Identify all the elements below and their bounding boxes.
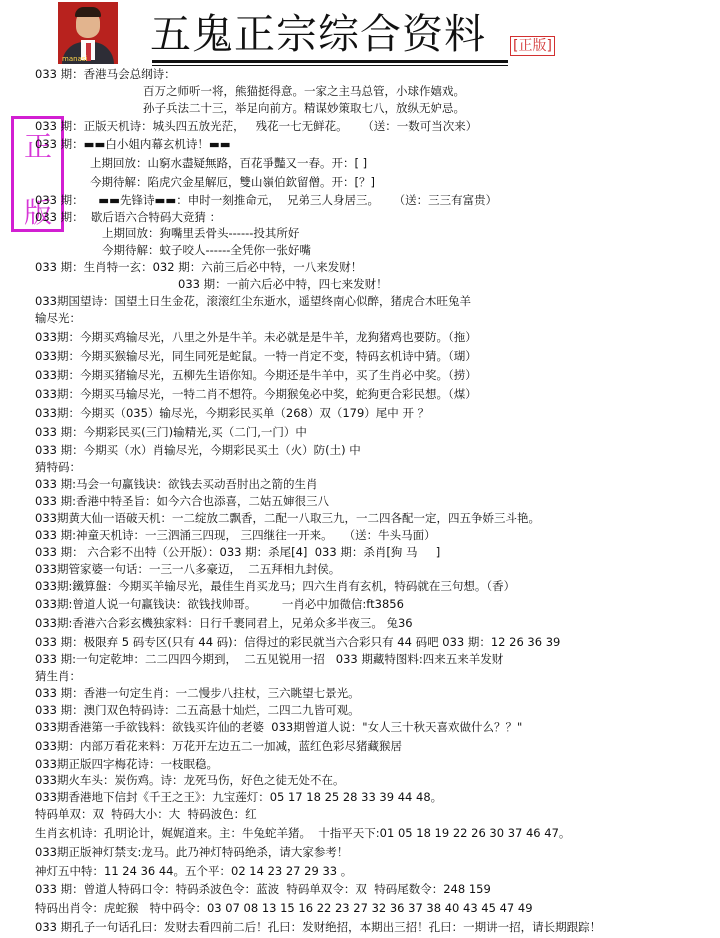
text-line: 033 期： ▬▬先锋诗▬▬：申时一刻推命元， 兄弟三人身居三。 （送：三三有富贵） — [35, 193, 498, 207]
text-line: 033 期孔子一句话孔曰：发财去看四前二后！孔曰：发财绝招，本期出三招！孔曰：一期讲一招，请长期跟踪！ — [35, 920, 602, 934]
avatar — [58, 2, 118, 64]
text-line: 033 期：香港一句定生肖：一二慢步八拄杖，三六眺望七景光。 — [35, 686, 360, 700]
text-line: 033 期：一前六后必中特，四七来发财！ — [178, 277, 388, 291]
text-line: 033期：今期买马输尽光，一特二肖不想符。今期猴兔必中奖，蛇狗更合彩民想。（煤） — [35, 387, 477, 401]
text-line: 033期：今期买猴输尽光，同生同死是蛇鼠。一特一肖定不变，特码玄机诗中猜。（瑚） — [35, 349, 477, 363]
text-line: 033 期：正版天机诗：城头四五放光茫， 残花一七无鲜花。 （送：一数可当次来） — [35, 119, 478, 133]
text-line: 033期正版神灯禁支:龙马。此乃神灯特码绝杀，请大家参考！ — [35, 845, 349, 859]
text-line: 033期:鐵算盤：今期买羊输尽光，最佳生肖买龙马；四六生肖有玄机，特码就在三句想。（香） — [35, 579, 516, 593]
text-line: 神灯五中特：11 24 36 44。五个平：02 14 23 27 29 33 。 — [35, 864, 353, 878]
text-line: 百万之师听一将，熊猫挺得意。一家之主马总管，小球作嬉戏。 — [143, 84, 465, 98]
text-line: 猜特码： — [35, 460, 81, 474]
text-line: 猜生肖： — [35, 669, 81, 683]
text-line: 孙子兵法二十三，举足向前方。精谋妙策取七八，放纵无妒忌。 — [143, 101, 465, 115]
text-line: 033 期:神童天机诗：一三泗涌三四现， 三四继往一开来。 （送：牛头马面） — [35, 528, 436, 542]
text-line: 033 期：今期彩民买(三门)输精光,买（二门,一门）中 — [35, 425, 307, 439]
text-line: 033期香港地下信封《千王之王》：九宝莲灯：05 17 18 25 28 33 39 44 48。 — [35, 790, 443, 804]
text-line: 033 期： 歇后语六合特码大竞猜 ： — [35, 210, 222, 224]
text-line: 今期待解：陷虎穴金星解厄，雙山嶺伯欽留僧。开：[？] — [90, 175, 375, 189]
text-line: 033 期：生肖特一玄：032 期：六前三后必中特，一八来发财！ — [35, 260, 363, 274]
avatar-caption: manasi — [62, 55, 88, 63]
text-line: 033 期：香港马会总纲诗： — [35, 67, 176, 81]
text-line: 输尽光： — [35, 311, 81, 325]
text-line: 033期：今期买（035）输尽光，今期彩民买单（268）双（179）尾中 开 ？ — [35, 406, 430, 420]
text-line: 033期：今期买鸡输尽光，八里之外是牛羊。未必就是是牛羊，龙狗猪鸡也要防。（拖） — [35, 330, 477, 344]
text-line: 033 期：今期买（水）肖输尽光，今期彩民买土（火）防(土) 中 — [35, 443, 361, 457]
text-line: 特码出肖令：虎蛇猴 特中码令：03 07 08 13 15 16 22 23 27 32 36 37 38 40 43 45 47 49 — [35, 901, 533, 915]
text-line: 033 期:马会一句赢钱诀：欲钱去买动吾肘出之箭的生肖 — [35, 477, 318, 491]
text-line: 特码单双：双 特码大小：大 特码波色：红 — [35, 807, 257, 821]
title-underline-thin — [152, 65, 508, 66]
text-line: 生肖玄机诗：孔明论计，娓娓道来。主：牛兔蛇羊猪。 十指平天下:01 05 18 19 22 26 30 37 46 47。 — [35, 826, 571, 840]
text-line: 033期:曾道人说一句赢钱诀：欲钱找帅哥。 一肖必中加微信:ft3856 — [35, 597, 404, 611]
header — [0, 0, 720, 68]
text-line: 今期待解：蚊子咬人------全凭你一张好嘴 — [102, 243, 311, 257]
text-line: 033 期： 六合彩不出特（公开版）：033 期：杀尾[4] 033 期：杀肖[狗 马 ] — [35, 545, 441, 559]
text-line: 033 期：曾道人特码口令：特码杀波色令：蓝波 特码单双令：双 特码尾数令：248 159 — [35, 882, 491, 896]
text-line: 033期：今期买猪输尽光，五柳先生语你知。今期还是牛羊中，买了生肖必中奖。（捞） — [35, 368, 477, 382]
page-title: 五鬼正宗综合资料 — [150, 10, 486, 58]
text-line: 033 期：极限弃 5 码专区(只有 44 码)：信得过的彩民就当六合彩只有 44 码吧 033 期：12 26 36 39 — [35, 635, 561, 649]
text-line: 033期:香港六合彩玄機独家料：日行千裹同君上，兄弟众多半夜三。 兔36 — [35, 616, 413, 630]
stamp-bottom-char: 版 — [24, 196, 53, 229]
text-line: 033期黄大仙一语破天机：一二绽放二飘香，二配一八取三九，一二四各配一定，四五争娇三斗艳。 — [35, 511, 540, 525]
text-line: 033期正版四字梅花诗：一枝眠稳。 — [35, 757, 218, 771]
edition-badge: [正版] — [510, 36, 555, 56]
avatar-hair — [75, 7, 101, 17]
text-line: 033 期:一句定乾坤：二二四四今期到， 二五见锐用一招 033 期藏特图料:四来五来羊发财 — [35, 652, 504, 666]
text-line: 033期管家婆一句话：一三一八多豪迈， 二五拜相九封侯。 — [35, 562, 341, 576]
title-underline — [152, 60, 508, 63]
text-line: 033 期：澳门双色特码诗：二五高悬十灿烂，二四二九皆可观。 — [35, 703, 360, 717]
stamp-top-char: 正 — [24, 130, 53, 163]
text-line: 033期香港第一手欲钱料：欲钱买许仙的老婆 033期曾道人说："女人三十秋天喜欢做什么？？" — [35, 720, 523, 734]
text-line: 033 期：▬▬白小姐内幕玄机诗！▬▬ — [35, 137, 231, 151]
text-line: 上期回放：山窮水盡疑無路，百花爭豔又一春。开：[ ] — [90, 156, 368, 170]
text-line: 033期国望诗：国望土日生金花，滚滚红尘东逝水，遥望终南心似醉，猪虎合木旺兔羊 — [35, 294, 471, 308]
text-line: 033期火车头：炭伤鸡。诗：龙死马伤，好色之徒无处不在。 — [35, 773, 345, 787]
text-line: 上期回放：狗嘴里丢骨头------投其所好 — [102, 226, 300, 240]
text-line: 033 期:香港中特圣旨：如今六合也添喜，二姑五婶很三八 — [35, 494, 329, 508]
text-line: 033期：内部万看花来料：万花开左边五二一加减，蓝红色彩尽猪藏猴居 — [35, 739, 402, 753]
